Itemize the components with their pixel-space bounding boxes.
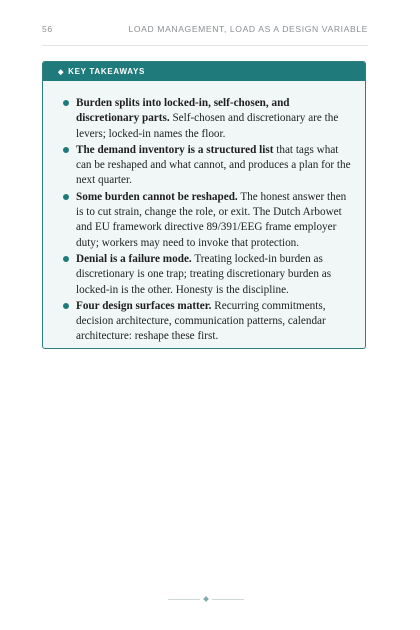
takeaways-list	[43, 81, 365, 345]
page-header	[42, 24, 368, 40]
list-item	[66, 96, 353, 142]
bullet-icon	[63, 303, 69, 309]
running-head: LOAD MANAGEMENT, LOAD AS A DESIGN VARIABLE	[128, 24, 368, 34]
ornament-line	[212, 599, 244, 600]
ornament-line	[168, 599, 200, 600]
list-item	[66, 252, 353, 298]
bullet-icon	[63, 256, 69, 262]
item-text: Recurring commitments, decision architecture, communication patterns, calendar architecture: reshape these first.	[76, 299, 326, 343]
list-item	[66, 299, 353, 345]
item-lead: Denial is a failure mode.	[76, 252, 192, 265]
key-takeaways-box	[42, 61, 366, 349]
item-lead: The demand inventory is a structured list	[76, 143, 274, 156]
item-text: Self-chosen and discretionary are the levers; locked-in names the floor.	[76, 112, 339, 140]
item-text: The honest answer then is to cut strain, change the role, or exit. The Dutch Arbowet and EU framework directive 89/391/EEG frame employer duty; workers may need to invoke that protection.	[76, 190, 347, 249]
item-text: Treating locked-in burden as discretionary is one trap; treating discretionary burden as locked-in is the other. Honesty is the discipline.	[76, 252, 332, 296]
ornament-diamond-icon	[203, 596, 209, 602]
bullet-icon	[63, 100, 69, 106]
bullet-icon	[63, 147, 69, 153]
item-lead: Some burden cannot be reshaped.	[76, 190, 238, 203]
list-item	[66, 190, 353, 251]
diamond-icon: ◆	[58, 69, 65, 76]
page-number: 56	[42, 24, 53, 34]
list-item	[66, 143, 353, 189]
key-takeaways-title: KEY TAKEAWAYS	[68, 67, 146, 76]
item-lead: Burden splits into locked-in, self-chosen, and discretionary parts.	[76, 97, 290, 125]
header-rule	[42, 45, 368, 46]
bullet-icon	[63, 194, 69, 200]
footer-ornament	[168, 595, 244, 605]
key-takeaways-header	[43, 62, 365, 81]
item-lead: Four design surfaces matter.	[76, 299, 212, 312]
item-text: that tags what can be reshaped and what cannot, and produces a plan for the next quarter.	[76, 143, 351, 187]
